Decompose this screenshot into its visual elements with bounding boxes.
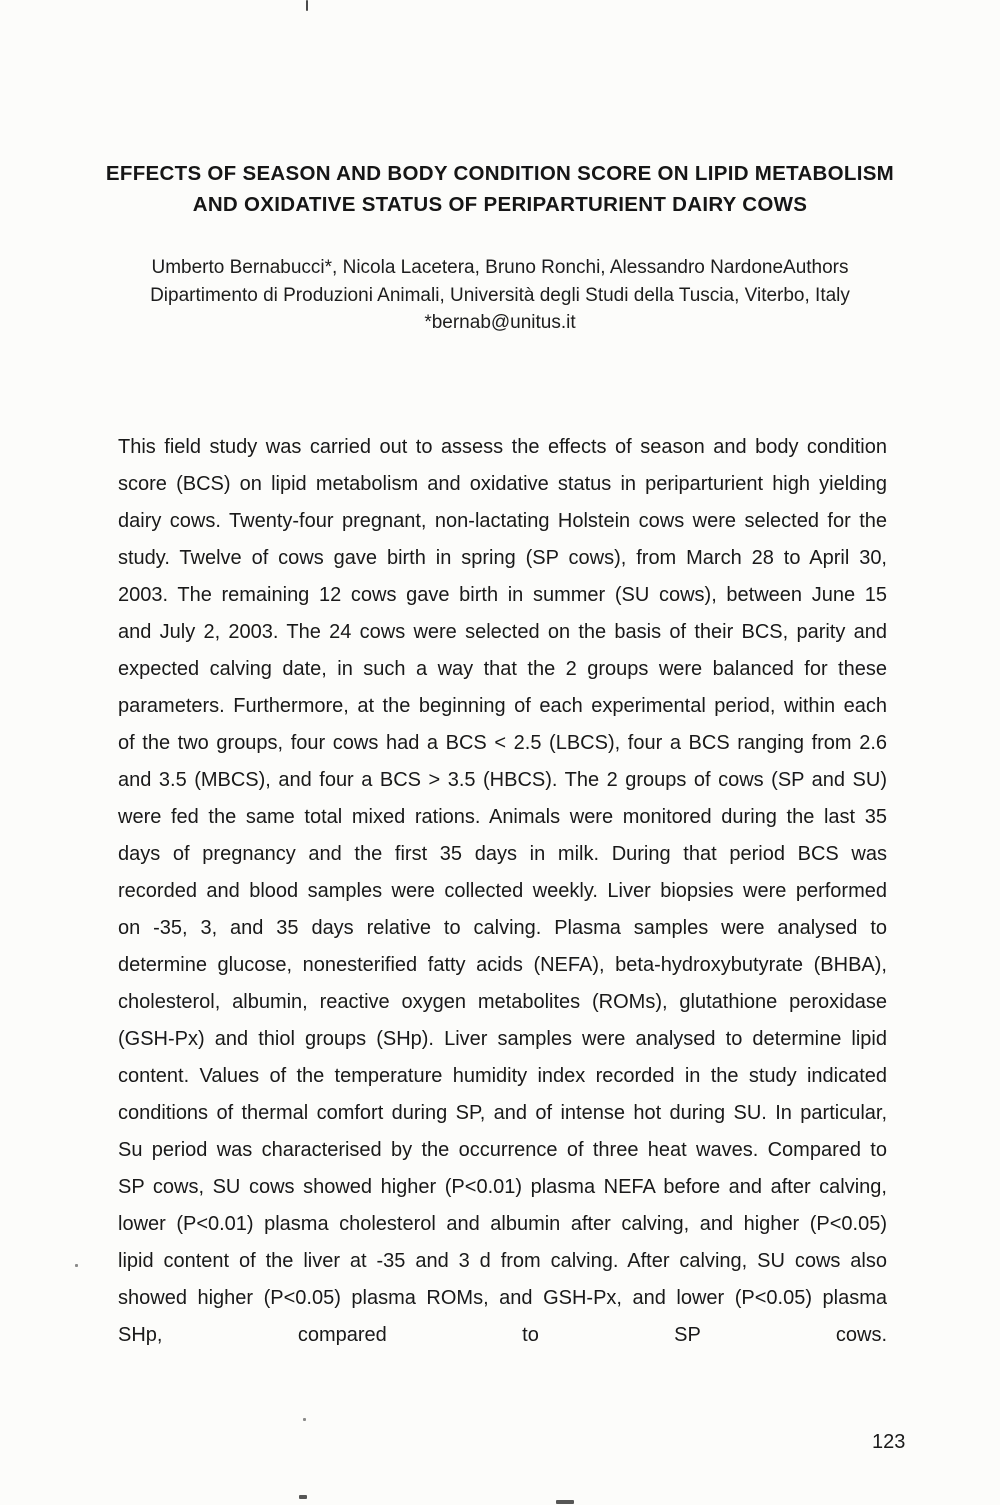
- scan-artifact: [556, 1500, 574, 1504]
- abstract-paragraph: This field study was carried out to assess the effects of season and body condition score (BCS) on lipid metabolism and oxidative status in periparturient high yielding dairy cows. Twenty-four pregnant, non-lactating Holstein cows were selected for the study. Twelve of cows gave birth in spring (SP cows), from March 28 to April 30, 2003. The remaining 12 cows gave birth in summer (SU cows), between June 15 and July 2, 2003. The 24 cows were selected on the basis of their BCS, parity and expected calving date, in such a way that the 2 groups were balanced for these parameters. Furthermore, at the beginning of each experimental period, within each of the two groups, four cows had a BCS < 2.5 (LBCS), four a BCS ranging from 2.6 and 3.5 (MBCS), and four a BCS > 3.5 (HBCS). The 2 groups of cows (SP and SU) were fed the same total mixed rations. Animals were monitored during the last 35 days of pregnancy and the first 35 days in milk. During that period BCS was recorded and blood samples were collected weekly. Liver biopsies were performed on -35, 3, and 35 days relative to calving. Plasma samples were analysed to determine glucose, nonesterified fatty acids (NEFA), beta-hydroxybutyrate (BHBA), cholesterol, albumin, reactive oxygen metabolites (ROMs), glutathione peroxidase (GSH-Px) and thiol groups (SHp). Liver samples were analysed to determine lipid content. Values of the temperature humidity index recorded in the study indicated conditions of thermal comfort during SP, and of intense hot during SU. In particular, Su period was characterised by the occurrence of three heat waves. Compared to SP cows, SU cows showed higher (P<0.01) plasma NEFA before and after calving, lower (P<0.01) plasma cholesterol and albumin after calving, and higher (P<0.05) lipid content of the liver at -35 and 3 d from calving. After calving, SU cows also showed higher (P<0.05) plasma ROMs, and GSH-Px, and lower (P<0.05) plasma SHp, compared to SP cows.: [118, 436, 887, 1346]
- email-line: *bernab@unitus.it: [424, 312, 576, 333]
- paper-title-line1: EFFECTS OF SEASON AND BODY CONDITION SCORE ON LIPID METABOLISM: [105, 162, 895, 185]
- paper-title: [0, 158, 1000, 220]
- paper-title-line2: AND OXIDATIVE STATUS OF PERIPARTURIENT DAIRY COWS: [192, 193, 808, 216]
- scan-artifact: [75, 1264, 78, 1267]
- scan-artifact: [299, 1495, 307, 1499]
- scan-artifact: [306, 0, 308, 11]
- affiliation-line: Dipartimento di Produzioni Animali, Università degli Studi della Tuscia, Viterbo, Italy: [150, 284, 850, 306]
- byline-block: [0, 254, 1000, 337]
- page-number: 123: [872, 1431, 906, 1453]
- authors-line: Umberto Bernabucci*, Nicola Lacetera, Bruno Ronchi, Alessandro NardoneAuthors: [151, 257, 849, 278]
- scan-artifact: [303, 1418, 306, 1421]
